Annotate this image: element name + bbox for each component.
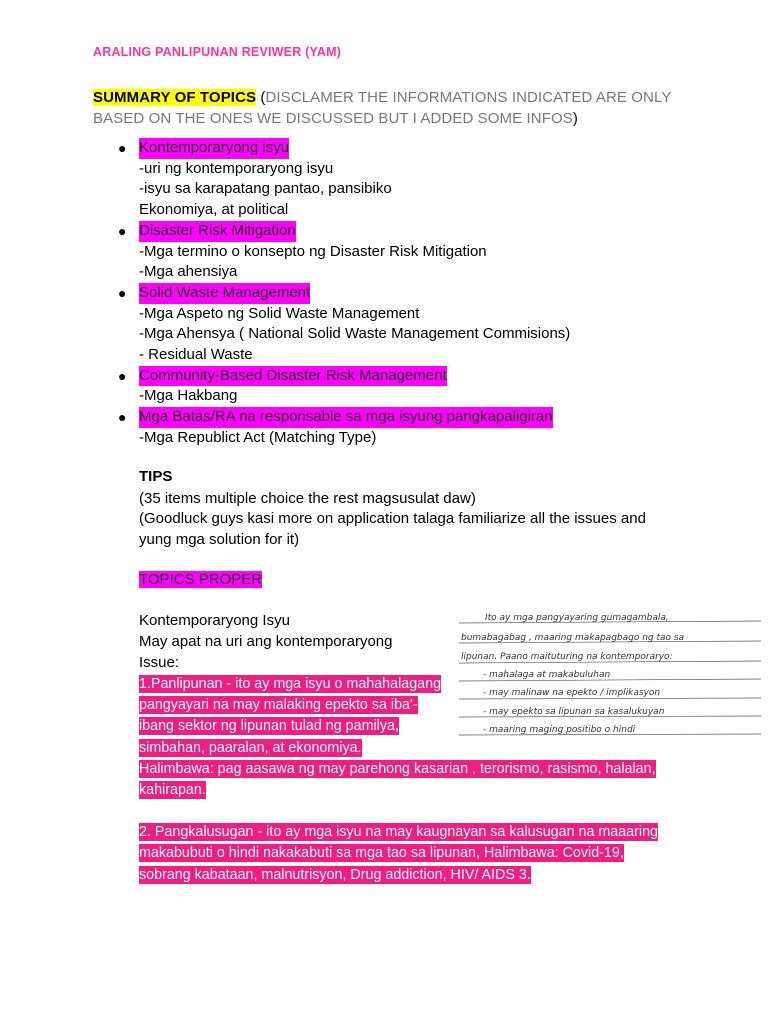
topic-subitem: -Mga termino o konsepto ng Disaster Risk Mitigation [139, 242, 487, 260]
highlight-line: Halimbawa: pag aasawa ng may parehong kasarian , terorismo, rasismo, halalan, [139, 760, 656, 777]
highlight-line: ibang sektor ng lipunan tulad ng pamilya, [139, 718, 399, 735]
topic-subitem: -Mga Ahensya ( National Solid Waste Management Commisions) [139, 325, 571, 343]
note-line: Ito ay mga pangyayaring gumagambala, [485, 613, 669, 623]
summary-paragraph [93, 87, 693, 129]
note-line: - may malinaw na epekto / implikasyon [483, 688, 661, 698]
topic-item [118, 221, 678, 283]
topics-proper-label: TOPICS PROPER [139, 571, 263, 588]
topic-item [118, 283, 678, 366]
bullet-icon: ● [118, 140, 127, 156]
tips-line: (35 items multiple choice the rest magsusulat daw) [139, 489, 476, 507]
tips-section [139, 467, 659, 551]
highlight-line: pangyayari na may malaking epekto sa iba'- [139, 697, 418, 714]
kontemporaryo-intro-line: May apat na uri ang kontemporaryong [139, 633, 393, 650]
bullet-icon: ● [118, 367, 127, 384]
kontemporaryo-intro-line: Issue: [139, 654, 180, 671]
note-line: - mahalaga at makabuluhan [483, 670, 611, 680]
topic-subitem: -uri ng kontemporaryong isyu [139, 159, 334, 177]
handwritten-note-image [455, 605, 767, 743]
note-line: - may epekto sa lipunan sa kasalukuyan [483, 707, 665, 717]
note-line: lipunan. Paano maituturing na kontemporaryo: [461, 652, 673, 662]
note-line: - maaring maging positibo o hindi [483, 725, 636, 735]
summary-label: SUMMARY OF TOPICS [93, 89, 257, 106]
bullet-icon: ● [118, 284, 127, 301]
close-paren: ) [572, 110, 578, 127]
open-paren: ( [256, 89, 266, 106]
highlight-line: simbahan, paaralan, at ekonomiya. [139, 739, 362, 756]
topic-subitem: - Residual Waste [139, 346, 253, 364]
bullet-icon: ● [118, 222, 127, 239]
topic-subitem: -Mga Republict Act (Matching Type) [139, 428, 377, 446]
topic-subitem: -Mga ahensiya [139, 263, 238, 281]
handwritten-note-svg [455, 605, 767, 743]
tips-line: (Goodluck guys kasi more on application talaga familiarize all the issues and yung mga solution for it) [139, 510, 646, 549]
highlight-line: sobrang kabataan, malnutrisyon, Drug addiction, HIV/ AIDS 3. [139, 866, 531, 883]
kontemporaryo-intro [139, 610, 449, 673]
topic-title: Community-Based Disaster Risk Management [139, 366, 447, 387]
topics-proper-heading [139, 570, 262, 590]
topic-subitem: Ekonomiya, at political [139, 201, 289, 219]
topic-subitem: -Mga Aspeto ng Solid Waste Management [139, 304, 420, 322]
topic-subitem: -Mga Hakbang [139, 387, 238, 405]
topic-title: Mga Batas/RA na responsable sa mga isyung pangkapaligiran [139, 407, 553, 428]
bullet-icon: ● [118, 409, 127, 426]
topic-title: Kontemporaryong isyu [139, 138, 289, 159]
disclaimer-text: DISCLAMER THE INFORMATIONS INDICATED ARE ONLY BASED ON THE ONES WE DISCUSSED BUT I ADDED SOME INFOS [93, 89, 672, 127]
topic-item [118, 138, 678, 221]
topic-item [118, 407, 678, 448]
tips-heading: TIPS [139, 468, 173, 485]
kontemporaryo-heading: Kontemporaryong Isyu [139, 612, 290, 629]
topic-list [118, 138, 678, 449]
highlight-line: 2. Pangkalusugan - ito ay mga isyu na may kaugnayan sa kalusugan na maaaring [139, 824, 658, 841]
highlight-line: 1.Panlipunan - ito ay mga isyu o mahahalagang [139, 676, 442, 692]
document-title: ARALING PANLIPUNAN REVIWER (YAM) [93, 45, 342, 59]
highlight-line: kahirapan. [139, 782, 206, 799]
note-line: bumabagabag , maaring makapagbago ng tao sa [461, 633, 685, 643]
topic-subitem: -isyu sa karapatang pantao, pansibiko [139, 180, 392, 198]
topic-title: Disaster Risk Mitigation [139, 221, 296, 242]
topic-item [118, 366, 678, 407]
highlight-line: makabubuti o hindi nakakabuti sa mga tao sa lipunan, Halimbawa: Covid-19, [139, 845, 624, 862]
topic-title: Solid Waste Management [139, 283, 310, 304]
